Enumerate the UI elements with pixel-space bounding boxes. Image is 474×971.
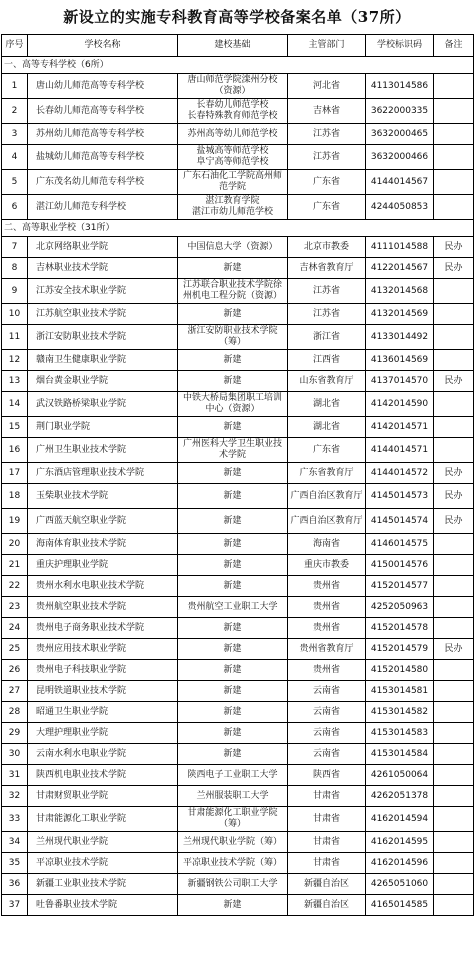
cell-no: 25: [2, 639, 28, 660]
cell-dept: 江苏省: [288, 145, 366, 170]
cell-name: 吐鲁番职业技术学院: [28, 895, 178, 916]
cell-note: 民办: [434, 237, 474, 258]
cell-note: [434, 681, 474, 702]
cell-name: 甘肃财贸职业学院: [28, 786, 178, 807]
cell-no: 7: [2, 237, 28, 258]
table-row: [2, 417, 474, 438]
cell-no: 18: [2, 484, 28, 509]
cell-note: [434, 702, 474, 723]
cell-code: 4142014571: [366, 417, 434, 438]
cell-name: 重庆护理职业学院: [28, 555, 178, 576]
cell-dept: 甘肃省: [288, 832, 366, 853]
cell-foundation: 新建: [178, 576, 288, 597]
cell-note: [434, 765, 474, 786]
table-row: [2, 744, 474, 765]
cell-foundation: 新建: [178, 895, 288, 916]
cell-code: 4142014590: [366, 392, 434, 417]
cell-note: [434, 195, 474, 220]
cell-note: [434, 99, 474, 124]
header-no: 序号: [2, 35, 28, 57]
cell-no: 15: [2, 417, 28, 438]
cell-foundation: 兰州现代职业学院（筹）: [178, 832, 288, 853]
cell-no: 10: [2, 304, 28, 325]
cell-name: 盐城幼儿师范高等专科学校: [28, 145, 178, 170]
cell-dept: 新疆自治区: [288, 895, 366, 916]
cell-code: 4145014573: [366, 484, 434, 509]
table-row: [2, 807, 474, 832]
cell-foundation: 新建: [178, 534, 288, 555]
cell-foundation: 浙江安防职业技术学院（筹）: [178, 325, 288, 350]
table-row: [2, 702, 474, 723]
cell-code: 4144014572: [366, 463, 434, 484]
cell-name: 广州卫生职业技术学院: [28, 438, 178, 463]
cell-name: 兰州现代职业学院: [28, 832, 178, 853]
cell-foundation: 新建: [178, 723, 288, 744]
cell-code: 4153014581: [366, 681, 434, 702]
table-row: [2, 895, 474, 916]
cell-note: [434, 534, 474, 555]
cell-code: 4162014595: [366, 832, 434, 853]
table-row: [2, 576, 474, 597]
cell-foundation: 新建: [178, 639, 288, 660]
cell-name: 昆明铁道职业技术学院: [28, 681, 178, 702]
table-row: [2, 786, 474, 807]
table-row: [2, 350, 474, 371]
cell-dept: 云南省: [288, 681, 366, 702]
cell-no: 32: [2, 786, 28, 807]
cell-foundation: 新建: [178, 618, 288, 639]
cell-note: [434, 597, 474, 618]
cell-no: 3: [2, 124, 28, 145]
cell-code: 4122014567: [366, 258, 434, 279]
cell-no: 1: [2, 74, 28, 99]
cell-note: [434, 417, 474, 438]
cell-dept: 广西自治区教育厅: [288, 484, 366, 509]
cell-name: 广东茂名幼儿师范专科学校: [28, 170, 178, 195]
page-title: 新设立的实施专科教育高等学校备案名单（37所）: [63, 8, 411, 26]
cell-foundation: 广州医科大学卫生职业技术学院: [178, 438, 288, 463]
cell-code: 4133014492: [366, 325, 434, 350]
cell-code: 4111014588: [366, 237, 434, 258]
cell-note: [434, 786, 474, 807]
cell-code: 4153014582: [366, 702, 434, 723]
cell-note: 民办: [434, 258, 474, 279]
cell-note: [434, 874, 474, 895]
cell-name: 长春幼儿师范高等专科学校: [28, 99, 178, 124]
cell-foundation: 兰州服装职工大学: [178, 786, 288, 807]
cell-no: 37: [2, 895, 28, 916]
cell-name: 赣南卫生健康职业学院: [28, 350, 178, 371]
cell-code: 4132014569: [366, 304, 434, 325]
cell-no: 34: [2, 832, 28, 853]
table-row: [2, 853, 474, 874]
cell-dept: 江苏省: [288, 304, 366, 325]
cell-code: 4262051378: [366, 786, 434, 807]
cell-foundation: 陕西电子工业职工大学: [178, 765, 288, 786]
cell-name: 荆门职业学院: [28, 417, 178, 438]
cell-dept: 贵州省: [288, 618, 366, 639]
cell-foundation: 湛江教育学院 湛江市幼儿师范学校: [178, 195, 288, 220]
cell-dept: 贵州省: [288, 576, 366, 597]
cell-foundation: 唐山师范学院滦州分校（资源）: [178, 74, 288, 99]
cell-name: 吉林职业技术学院: [28, 258, 178, 279]
cell-dept: 北京市教委: [288, 237, 366, 258]
cell-note: [434, 744, 474, 765]
table-row: [2, 195, 474, 220]
cell-name: 武汉铁路桥梁职业学院: [28, 392, 178, 417]
table-row: [2, 371, 474, 392]
cell-note: [434, 807, 474, 832]
table-row: [2, 509, 474, 534]
table-row: [2, 438, 474, 463]
cell-dept: 江苏省: [288, 279, 366, 304]
cell-foundation: 江苏联合职业技术学院徐州机电工程分院（资源）: [178, 279, 288, 304]
table-row: [2, 723, 474, 744]
cell-code: 4252050963: [366, 597, 434, 618]
table-row: [2, 874, 474, 895]
cell-code: 4162014596: [366, 853, 434, 874]
table-row: [2, 124, 474, 145]
cell-dept: 云南省: [288, 723, 366, 744]
cell-dept: 广东省: [288, 438, 366, 463]
cell-dept: 浙江省: [288, 325, 366, 350]
cell-dept: 贵州省: [288, 597, 366, 618]
table-row: [2, 304, 474, 325]
cell-name: 烟台黄金职业学院: [28, 371, 178, 392]
cell-dept: 江苏省: [288, 124, 366, 145]
cell-name: 广东酒店管理职业技术学院: [28, 463, 178, 484]
cell-note: [434, 853, 474, 874]
table-row: [2, 597, 474, 618]
cell-code: 4152014577: [366, 576, 434, 597]
cell-no: 14: [2, 392, 28, 417]
cell-dept: 广东省教育厅: [288, 463, 366, 484]
cell-no: 26: [2, 660, 28, 681]
cell-name: 浙江安防职业技术学院: [28, 325, 178, 350]
cell-name: 新疆工业职业技术学院: [28, 874, 178, 895]
cell-code: 4146014575: [366, 534, 434, 555]
table-row: [2, 660, 474, 681]
table-body: [2, 57, 474, 916]
table-row: [2, 555, 474, 576]
cell-foundation: 新建: [178, 417, 288, 438]
cell-dept: 新疆自治区: [288, 874, 366, 895]
header-foundation: 建校基础: [178, 35, 288, 57]
cell-code: 4136014569: [366, 350, 434, 371]
cell-name: 贵州水利水电职业技术学院: [28, 576, 178, 597]
cell-note: [434, 325, 474, 350]
cell-no: 24: [2, 618, 28, 639]
cell-name: 陕西机电职业技术学院: [28, 765, 178, 786]
cell-note: [434, 438, 474, 463]
table-row: [2, 325, 474, 350]
cell-name: 贵州应用技术职业学院: [28, 639, 178, 660]
cell-note: 民办: [434, 509, 474, 534]
cell-name: 江苏航空职业技术学院: [28, 304, 178, 325]
cell-name: 平凉职业技术学院: [28, 853, 178, 874]
cell-code: 4244050853: [366, 195, 434, 220]
cell-name: 甘肃能源化工职业学院: [28, 807, 178, 832]
cell-no: 12: [2, 350, 28, 371]
cell-dept: 广西自治区教育厅: [288, 509, 366, 534]
cell-dept: 吉林省: [288, 99, 366, 124]
cell-foundation: 广东石油化工学院高州师范学院: [178, 170, 288, 195]
table-row: [2, 484, 474, 509]
cell-foundation: 新建: [178, 681, 288, 702]
cell-no: 5: [2, 170, 28, 195]
cell-name: 苏州幼儿师范高等专科学校: [28, 124, 178, 145]
cell-dept: 云南省: [288, 702, 366, 723]
cell-note: [434, 392, 474, 417]
cell-note: [434, 170, 474, 195]
cell-note: [434, 723, 474, 744]
cell-note: [434, 895, 474, 916]
cell-dept: 云南省: [288, 744, 366, 765]
table-row: [2, 279, 474, 304]
section-label: 二、高等职业学校（31所）: [2, 220, 474, 237]
table-row: [2, 832, 474, 853]
cell-name: 云南水利水电职业学院: [28, 744, 178, 765]
cell-name: 北京网络职业学院: [28, 237, 178, 258]
cell-no: 9: [2, 279, 28, 304]
cell-no: 6: [2, 195, 28, 220]
cell-note: 民办: [434, 371, 474, 392]
table-row: [2, 463, 474, 484]
cell-dept: 山东省教育厅: [288, 371, 366, 392]
cell-code: 4144014567: [366, 170, 434, 195]
cell-foundation: 新建: [178, 744, 288, 765]
cell-foundation: 盐城高等师范学校 阜宁高等师范学校: [178, 145, 288, 170]
cell-code: 3622000335: [366, 99, 434, 124]
cell-code: 4137014570: [366, 371, 434, 392]
cell-dept: 贵州省教育厅: [288, 639, 366, 660]
table-row: [2, 618, 474, 639]
cell-dept: 重庆市教委: [288, 555, 366, 576]
cell-code: 4152014578: [366, 618, 434, 639]
cell-code: 4153014583: [366, 723, 434, 744]
cell-no: 35: [2, 853, 28, 874]
cell-dept: 江西省: [288, 350, 366, 371]
cell-foundation: 新建: [178, 258, 288, 279]
cell-foundation: 新建: [178, 350, 288, 371]
table-row: [2, 681, 474, 702]
cell-note: [434, 555, 474, 576]
cell-code: 4145014574: [366, 509, 434, 534]
cell-foundation: 贵州航空工业职工大学: [178, 597, 288, 618]
cell-foundation: 新建: [178, 304, 288, 325]
cell-name: 玉柴职业技术学院: [28, 484, 178, 509]
cell-dept: 广东省: [288, 195, 366, 220]
cell-name: 大理护理职业学院: [28, 723, 178, 744]
cell-code: 4113014586: [366, 74, 434, 99]
cell-foundation: 长春幼儿师范学校 长春特殊教育师范学校: [178, 99, 288, 124]
cell-note: [434, 124, 474, 145]
cell-name: 贵州航空职业技术学院: [28, 597, 178, 618]
cell-note: [434, 350, 474, 371]
cell-note: [434, 74, 474, 99]
cell-foundation: 中国信息大学（资源）: [178, 237, 288, 258]
cell-dept: 广东省: [288, 170, 366, 195]
table-row: [2, 639, 474, 660]
cell-note: [434, 660, 474, 681]
header-name: 学校名称: [28, 35, 178, 57]
cell-name: 湛江幼儿师范专科学校: [28, 195, 178, 220]
header-note: 备注: [434, 35, 474, 57]
cell-dept: 湖北省: [288, 417, 366, 438]
cell-no: 20: [2, 534, 28, 555]
cell-dept: 甘肃省: [288, 853, 366, 874]
cell-name: 唐山幼儿师范高等专科学校: [28, 74, 178, 99]
section-row: [2, 57, 474, 74]
cell-no: 11: [2, 325, 28, 350]
header-code: 学校标识码: [366, 35, 434, 57]
cell-foundation: 新建: [178, 702, 288, 723]
cell-no: 22: [2, 576, 28, 597]
cell-name: 海南体育职业技术学院: [28, 534, 178, 555]
cell-no: 19: [2, 509, 28, 534]
table-row: [2, 145, 474, 170]
cell-note: 民办: [434, 639, 474, 660]
section-label: 一、高等专科学校（6所）: [2, 57, 474, 74]
cell-name: 广西蓝天航空职业学院: [28, 509, 178, 534]
cell-foundation: 新疆钢铁公司职工大学: [178, 874, 288, 895]
cell-no: 13: [2, 371, 28, 392]
cell-dept: 海南省: [288, 534, 366, 555]
cell-no: 4: [2, 145, 28, 170]
cell-dept: 陕西省: [288, 765, 366, 786]
table-row: [2, 237, 474, 258]
table-row: [2, 99, 474, 124]
cell-name: 贵州电子科技职业学院: [28, 660, 178, 681]
cell-no: 2: [2, 99, 28, 124]
table-row: [2, 74, 474, 99]
cell-no: 16: [2, 438, 28, 463]
cell-foundation: 新建: [178, 463, 288, 484]
cell-foundation: 平凉职业技术学院（筹）: [178, 853, 288, 874]
cell-name: 贵州电子商务职业技术学院: [28, 618, 178, 639]
cell-note: [434, 304, 474, 325]
cell-code: 3632000466: [366, 145, 434, 170]
cell-no: 8: [2, 258, 28, 279]
section-row: [2, 220, 474, 237]
cell-name: 昭通卫生职业学院: [28, 702, 178, 723]
cell-code: 4152014580: [366, 660, 434, 681]
cell-no: 31: [2, 765, 28, 786]
cell-no: 23: [2, 597, 28, 618]
cell-no: 29: [2, 723, 28, 744]
cell-no: 27: [2, 681, 28, 702]
table-row: [2, 392, 474, 417]
cell-foundation: 甘肃能源化工职业学院（筹）: [178, 807, 288, 832]
header-row: [2, 35, 474, 57]
cell-name: 江苏安全技术职业学院: [28, 279, 178, 304]
cell-dept: 贵州省: [288, 660, 366, 681]
cell-foundation: 中铁大桥局集团职工培训中心（资源）: [178, 392, 288, 417]
table-row: [2, 534, 474, 555]
cell-foundation: 新建: [178, 371, 288, 392]
cell-dept: 河北省: [288, 74, 366, 99]
cell-note: [434, 832, 474, 853]
table-row: [2, 258, 474, 279]
cell-note: [434, 618, 474, 639]
cell-code: 4132014568: [366, 279, 434, 304]
cell-no: 21: [2, 555, 28, 576]
cell-note: [434, 279, 474, 304]
cell-foundation: 新建: [178, 555, 288, 576]
cell-dept: 甘肃省: [288, 786, 366, 807]
cell-code: 4261050064: [366, 765, 434, 786]
cell-foundation: 新建: [178, 660, 288, 681]
cell-note: 民办: [434, 463, 474, 484]
cell-no: 33: [2, 807, 28, 832]
cell-code: 4150014576: [366, 555, 434, 576]
cell-code: 4265051060: [366, 874, 434, 895]
cell-dept: 甘肃省: [288, 807, 366, 832]
cell-dept: 吉林省教育厅: [288, 258, 366, 279]
cell-no: 36: [2, 874, 28, 895]
cell-code: 3632000465: [366, 124, 434, 145]
cell-note: 民办: [434, 484, 474, 509]
cell-no: 28: [2, 702, 28, 723]
cell-foundation: 新建: [178, 509, 288, 534]
table-row: [2, 765, 474, 786]
cell-dept: 湖北省: [288, 392, 366, 417]
cell-code: 4153014584: [366, 744, 434, 765]
cell-foundation: 新建: [178, 484, 288, 509]
cell-note: [434, 576, 474, 597]
cell-code: 4165014585: [366, 895, 434, 916]
cell-no: 30: [2, 744, 28, 765]
cell-note: [434, 145, 474, 170]
cell-foundation: 苏州高等幼儿师范学校: [178, 124, 288, 145]
cell-code: 4144014571: [366, 438, 434, 463]
table-row: [2, 170, 474, 195]
cell-no: 17: [2, 463, 28, 484]
header-dept: 主管部门: [288, 35, 366, 57]
cell-code: 4162014594: [366, 807, 434, 832]
cell-code: 4152014579: [366, 639, 434, 660]
record-table: [1, 34, 474, 916]
